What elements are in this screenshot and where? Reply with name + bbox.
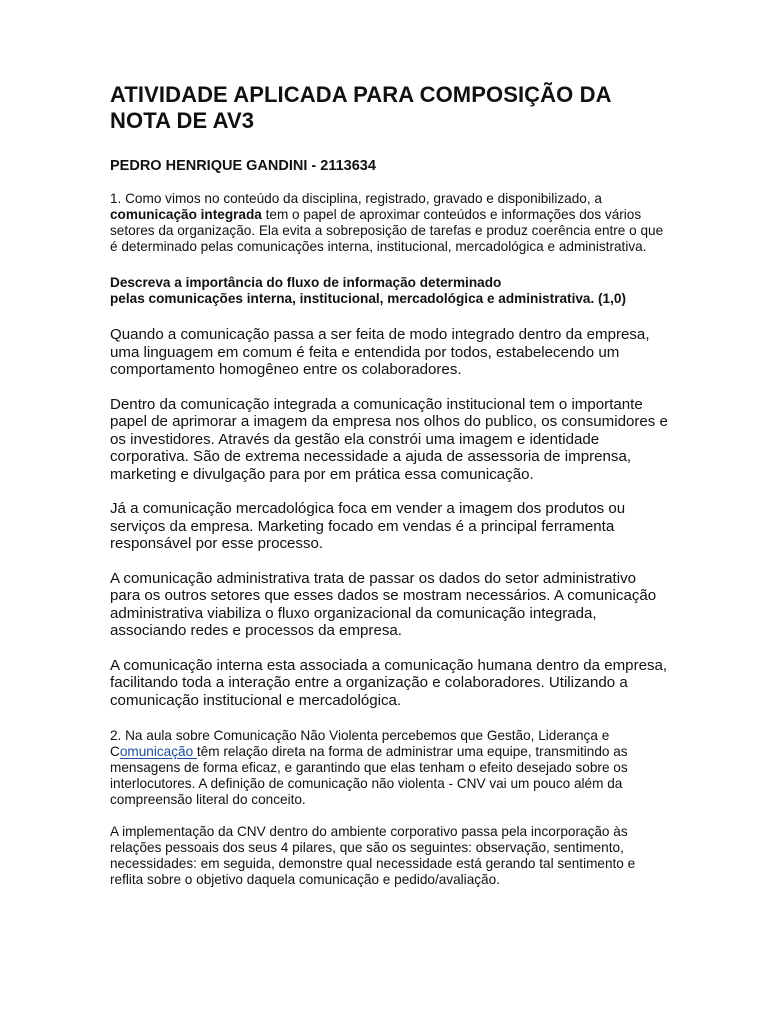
question-1-intro-start: 1. Como vimos no conteúdo da disciplina, registrado, gravado e disponibilizado, a [110,191,602,206]
question-1-prompt [110,275,670,307]
answer-paragraph-4: A comunicação administrativa trata de passar os dados do setor administrativo para os outros setores que esses dados se mostram necessários. A comunicação administrativa viabiliza o fluxo organizacional da comunicação integrada, associando redes e processos da empresa. [110,569,657,639]
question-1-intro-end: tem o papel de aproximar conteúdos e informações dos vários setores da organização. Ela evita a sobreposição de tarefas e produz coerência entre o que é determinado pelas comunicações interna, institucional, mercadológica e administrativa. [110,207,664,254]
question-1-intro-bold: comunicação integrada [110,207,262,222]
comunicacao-link[interactable]: omunicação [119,744,197,759]
document-title: ATIVIDADE APLICADA PARA COMPOSIÇÃO DA NOTA DE AV3 [110,82,611,133]
answer-paragraph-3: Já a comunicação mercadológica foca em vender a imagem dos produtos ou serviços da empresa. Marketing focado em vendas é a principal ferramenta responsável por esse processo. [110,500,626,552]
question-1-intro [110,191,670,255]
document-content [110,82,670,888]
answer-paragraph-2: Dentro da comunicação integrada a comunicação institucional tem o importante papel de aprimorar a imagem da empresa nos olhos do publico, os consumidores e os investidores. Através da gestão ela constrói uma imagem e identidade corporativa. São de extrema necessidade a ajuda de assessoria de imprensa, marketing e divulgação para por em prática essa comunicação. [110,395,668,483]
question-2-intro [110,728,670,808]
question-1-prompt-line-2: pelas comunicações interna, institucional, mercadológica e administrativa. (1,0) [110,291,626,306]
answer-paragraph-1: Quando a comunicação passa a ser feita de modo integrado dentro da empresa, uma linguagem em comum é feita e entendida por todos, estabelecendo um comportamento homogêneo entre os colaboradores. [110,326,650,378]
question-1-prompt-line-1: Descreva a importância do fluxo de informação determinado [110,275,502,290]
question-2-intro-start: 2. Na aula sobre Comunicação Não Violenta percebemos que Gestão, Liderança e C [110,728,610,759]
author-line: PEDRO HENRIQUE GANDINI - 2113634 [110,158,376,174]
answer-paragraph-5: A comunicação interna esta associada a comunicação humana dentro da empresa, facilitando toda a interação entre a organização e colaboradores. Utilizando a comunicação institucional e mercadológica. [110,656,668,709]
question-2-paragraph-2: A implementação da CNV dentro do ambiente corporativo passa pela incorporação às relações pessoais dos seus 4 pilares, que são os seguintes: observação, sentimento, necessidades: em seguida, demonstre qual necessidade está gerando tal sentimento e reflita sobre o objetivo daquela comunicação e pedido/avaliação. [110,824,636,887]
question-2-intro-end: têm relação direta na forma de administrar uma equipe, transmitindo as mensagens de forma eficaz, e garantindo que elas tenham o efeito desejado sobre os interlocutores. A definição de comunicação não violenta - CNV vai um pouco além da compreensão literal do conceito. [110,744,628,807]
